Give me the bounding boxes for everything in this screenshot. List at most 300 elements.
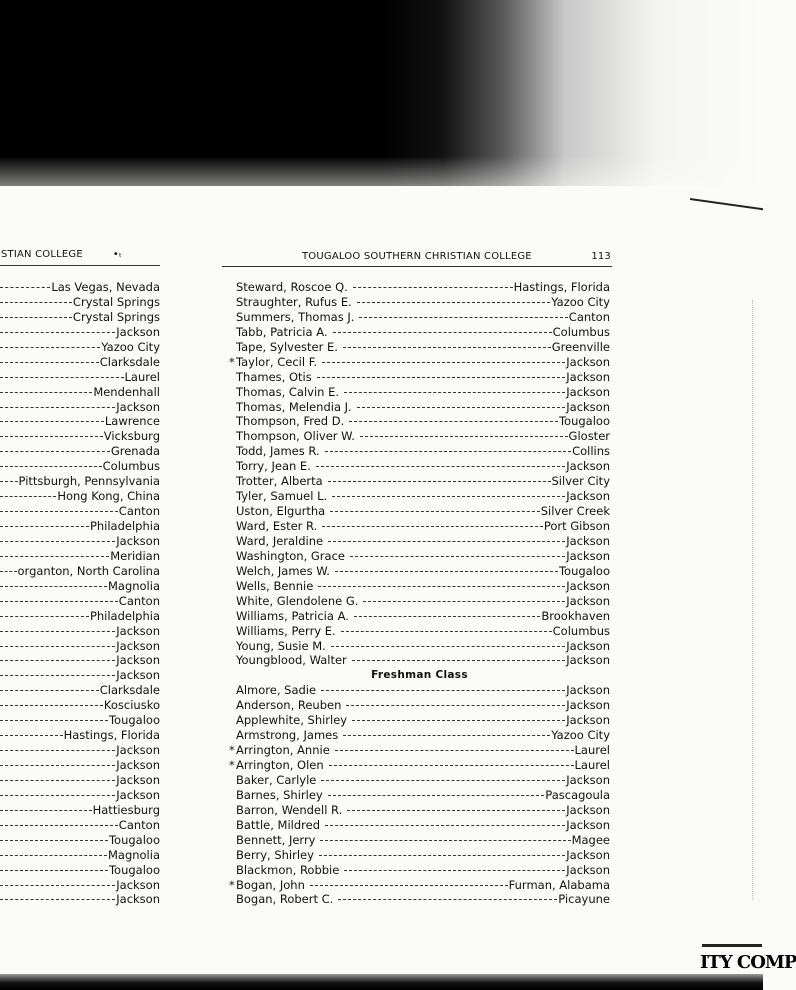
dot-leader <box>0 750 115 751</box>
hometown: Jackson <box>566 384 610 399</box>
hometown: Jackson <box>566 548 610 563</box>
dot-leader <box>322 362 565 363</box>
student-entry <box>229 459 610 474</box>
hometown: Jackson <box>566 354 610 369</box>
student-name: Applewhite, Shirley <box>236 713 348 728</box>
dot-leader <box>0 377 124 378</box>
left-list-item <box>0 624 160 639</box>
left-list-item <box>0 773 160 788</box>
left-list-item <box>0 400 160 415</box>
left-list-item <box>0 758 160 773</box>
left-list-item <box>0 310 160 325</box>
student-entry <box>229 340 610 355</box>
student-name: Trotter, Alberta <box>236 474 323 489</box>
hometown: Yazoo City <box>551 728 610 743</box>
hometown: Jackson <box>116 653 160 668</box>
student-name: Tyler, Samuel L. <box>236 489 328 504</box>
left-list-item <box>0 713 160 728</box>
hometown: Jackson <box>566 713 610 728</box>
student-entry <box>229 803 610 818</box>
left-list-item <box>0 385 160 400</box>
student-entry <box>229 280 610 295</box>
dot-leader <box>325 451 571 452</box>
left-list-item <box>0 653 160 668</box>
dot-leader <box>0 541 115 542</box>
hometown: Jackson <box>566 772 610 787</box>
dot-leader <box>363 601 565 602</box>
dot-leader <box>0 392 92 393</box>
hometown: Jackson <box>116 772 160 787</box>
student-name: Williams, Patricia A. <box>236 608 349 623</box>
hometown: Brookhaven <box>541 608 610 623</box>
hometown: organton, North Carolina <box>17 563 160 578</box>
student-entry <box>229 400 610 415</box>
student-entry <box>229 848 610 863</box>
hometown: Crystal Springs <box>72 309 160 324</box>
hometown: Jackson <box>566 802 610 817</box>
dot-leader <box>0 287 50 288</box>
dot-leader <box>0 556 109 557</box>
left-list-item <box>0 549 160 564</box>
student-name: Uston, Elgurtha <box>236 504 326 519</box>
asterisk-mark: * <box>229 877 235 892</box>
left-list-item <box>0 325 160 340</box>
dot-leader <box>0 825 118 826</box>
student-entry <box>229 444 610 459</box>
left-list-item <box>0 474 160 489</box>
hometown: Vicksburg <box>103 429 160 444</box>
dot-leader <box>0 675 115 676</box>
hometown: Columbus <box>552 623 610 638</box>
student-entry <box>229 370 610 385</box>
student-entry <box>229 624 610 639</box>
student-entry <box>229 295 610 310</box>
left-list-item <box>0 743 160 758</box>
hometown: Laurel <box>124 369 160 384</box>
dot-leader <box>332 496 565 497</box>
dot-leader <box>0 601 118 602</box>
dot-leader <box>0 496 56 497</box>
left-list-item <box>0 340 160 355</box>
student-entry <box>229 355 610 370</box>
dot-leader <box>316 466 565 467</box>
dot-leader <box>321 690 565 691</box>
hometown: Meridian <box>110 548 160 563</box>
dot-leader <box>0 735 63 736</box>
left-list-item <box>0 803 160 818</box>
hometown: Columbus <box>102 459 160 474</box>
left-list-item <box>0 414 160 429</box>
hometown: Crystal Springs <box>72 294 160 309</box>
student-name: Bennett, Jerry <box>236 832 316 847</box>
left-list-item <box>0 788 160 803</box>
left-list-item <box>0 728 160 743</box>
hometown: Mendenhall <box>93 384 160 399</box>
hometown: Hong Kong, China <box>57 489 160 504</box>
right-header-rule <box>222 266 612 267</box>
college-name: TOUGALOO SOUTHERN CHRISTIAN COLLEGE <box>302 251 532 262</box>
student-name: Ward, Jeraldine <box>236 533 324 548</box>
dot-leader <box>0 511 118 512</box>
student-entry <box>229 489 610 504</box>
dot-leader <box>0 765 115 766</box>
student-entry <box>229 534 610 549</box>
student-entry <box>229 594 610 609</box>
student-name: Barnes, Shirley <box>236 787 323 802</box>
dot-leader <box>331 646 565 647</box>
dot-leader <box>0 660 115 661</box>
hometown: Canton <box>118 593 160 608</box>
hometown: Jackson <box>566 369 610 384</box>
student-name: Barron, Wendell R. <box>236 802 343 817</box>
dot-leader <box>0 690 99 691</box>
dot-leader <box>0 899 115 900</box>
hometown: Jackson <box>116 668 160 683</box>
dot-leader <box>0 571 17 572</box>
dot-leader <box>0 347 100 348</box>
hometown: Jackson <box>566 489 610 504</box>
student-name: Arrington, Olen <box>236 758 324 772</box>
dot-leader <box>0 421 104 422</box>
dot-leader <box>317 377 566 378</box>
student-name: Battle, Mildred <box>236 817 320 832</box>
student-entry <box>229 892 610 907</box>
student-name: Youngblood, Walter <box>236 653 347 668</box>
student-entry <box>229 579 610 594</box>
left-list-item <box>0 698 160 713</box>
student-name: Blackmon, Robbie <box>236 862 340 877</box>
student-entry <box>229 474 610 489</box>
hometown: Jackson <box>566 459 610 474</box>
student-name: Taylor, Cecil F. <box>236 354 318 369</box>
dot-leader <box>0 646 115 647</box>
dot-leader <box>352 660 565 661</box>
left-list-item <box>0 280 160 295</box>
student-entry <box>229 414 610 429</box>
student-entry <box>229 863 610 878</box>
margin-speckle <box>752 300 755 900</box>
left-list-item <box>0 504 160 519</box>
hometown: Hastings, Florida <box>63 728 160 743</box>
dot-leader <box>333 332 552 333</box>
left-list-item <box>0 534 160 549</box>
hometown: Clarksdale <box>99 683 160 698</box>
hometown: Canton <box>118 504 160 519</box>
left-page-list <box>0 280 160 907</box>
student-name: Thompson, Oliver W. <box>236 429 355 444</box>
student-entry <box>229 609 610 624</box>
hometown: Columbus <box>552 324 610 339</box>
left-list-item <box>0 892 160 907</box>
dot-leader <box>0 855 107 856</box>
student-name: Bogan, Robert C. <box>236 892 334 907</box>
student-name: Tabb, Patricia A. <box>236 324 328 339</box>
left-list-item <box>0 609 160 624</box>
left-list-item <box>0 668 160 683</box>
dot-leader <box>335 571 558 572</box>
corner-fragment-text: ITY COMP <box>700 952 796 973</box>
dot-leader <box>0 705 103 706</box>
hometown: Jackson <box>566 578 610 593</box>
student-name: Anderson, Reuben <box>236 698 342 713</box>
dot-leader <box>310 885 508 886</box>
left-list-item <box>0 355 160 370</box>
hometown: Silver City <box>551 474 610 489</box>
hometown: Jackson <box>116 892 160 907</box>
hometown: Tougaloo <box>108 862 160 877</box>
left-list-item <box>0 489 160 504</box>
dot-leader <box>0 526 89 527</box>
student-name: Steward, Roscoe Q. <box>236 280 348 294</box>
dot-leader <box>353 287 513 288</box>
student-entry <box>229 549 610 564</box>
dot-leader <box>320 840 570 841</box>
left-header-rule <box>0 265 160 266</box>
dot-leader <box>357 407 566 408</box>
dot-leader <box>319 855 565 856</box>
hometown: Canton <box>568 309 610 324</box>
student-name: Berry, Shirley <box>236 847 314 862</box>
hometown: Jackson <box>116 399 160 414</box>
hometown: Jackson <box>566 593 610 608</box>
student-entry <box>229 728 610 743</box>
dot-leader <box>0 302 72 303</box>
dot-leader <box>0 616 89 617</box>
student-entry <box>229 325 610 340</box>
dot-leader <box>359 317 567 318</box>
student-name: Young, Susie M. <box>236 638 326 653</box>
dot-leader <box>321 780 565 781</box>
hometown: Kosciusko <box>103 698 160 713</box>
left-list-item <box>0 295 160 310</box>
student-name: Wells, Bennie <box>236 578 314 593</box>
hometown: Jackson <box>566 698 610 713</box>
hometown: Philadelphia <box>89 608 160 623</box>
dot-leader <box>344 870 565 871</box>
hometown: Jackson <box>116 324 160 339</box>
hometown: Tougaloo <box>108 832 160 847</box>
dot-leader <box>0 810 92 811</box>
hometown: Jackson <box>566 847 610 862</box>
hometown: Magnolia <box>107 578 160 593</box>
dot-leader <box>343 735 550 736</box>
dot-leader <box>328 795 545 796</box>
student-name: Baker, Carlyle <box>236 772 317 787</box>
student-name: Armstrong, James <box>236 728 339 743</box>
left-list-item <box>0 848 160 863</box>
student-entry <box>229 653 610 668</box>
hometown: Hattiesburg <box>92 802 160 817</box>
student-entry <box>229 564 610 579</box>
dot-leader <box>0 586 107 587</box>
left-list-item <box>0 459 160 474</box>
hometown: Pascagoula <box>545 787 610 802</box>
scan-shadow <box>0 0 763 186</box>
hometown: Port Gibson <box>543 519 610 533</box>
hometown: Tougaloo <box>108 713 160 728</box>
student-name: Arrington, Annie <box>236 743 330 758</box>
hometown: Yazoo City <box>101 339 160 354</box>
dot-leader <box>0 436 103 437</box>
hometown: Jackson <box>116 638 160 653</box>
hometown: Jackson <box>566 533 610 548</box>
student-entry <box>229 818 610 833</box>
hometown: Jackson <box>116 787 160 802</box>
student-entry <box>229 878 610 893</box>
student-name: White, Glendolene G. <box>236 593 359 608</box>
hometown: Clarksdale <box>99 354 160 369</box>
dot-leader <box>329 765 574 766</box>
hometown: Collins <box>572 444 610 459</box>
hometown: Picayune <box>558 892 610 907</box>
hometown: Yazoo City <box>551 294 610 309</box>
left-list-item <box>0 579 160 594</box>
section-heading-freshman: Freshman Class <box>371 669 468 682</box>
student-name: Ward, Ester R. <box>236 519 318 533</box>
hometown: Laurel <box>574 743 610 758</box>
hometown: Jackson <box>116 743 160 758</box>
student-entry <box>229 758 610 773</box>
student-name: Todd, James R. <box>236 444 320 459</box>
dot-leader <box>0 631 115 632</box>
asterisk-mark: * <box>229 743 235 758</box>
dot-leader <box>347 810 565 811</box>
asterisk-mark: * <box>229 758 235 772</box>
left-page-header-mark: •ₜ <box>112 249 123 260</box>
hometown: Jackson <box>566 862 610 877</box>
hometown: Las Vegas, Nevada <box>51 280 160 294</box>
hometown: Jackson <box>566 683 610 698</box>
hometown: Magnolia <box>107 847 160 862</box>
dot-leader <box>354 616 541 617</box>
dot-leader <box>357 302 550 303</box>
dot-leader <box>322 526 543 527</box>
student-name: Bogan, John <box>236 877 305 892</box>
student-entry <box>229 639 610 654</box>
dot-leader <box>318 586 565 587</box>
student-name: Washington, Grace <box>236 548 345 563</box>
dot-leader <box>0 407 115 408</box>
dot-leader <box>350 556 565 557</box>
student-name: Torry, Jean E. <box>236 459 311 474</box>
student-name: Tape, Sylvester E. <box>236 339 338 354</box>
hometown: Jackson <box>566 653 610 668</box>
student-name: Almore, Sadie <box>236 683 317 698</box>
asterisk-mark: * <box>229 354 235 369</box>
hometown: Canton <box>118 817 160 832</box>
student-roster-list <box>229 280 610 907</box>
hometown: Gloster <box>568 429 610 444</box>
dot-leader <box>0 795 115 796</box>
dot-leader <box>360 436 568 437</box>
student-entry <box>229 833 610 848</box>
left-list-item <box>0 863 160 878</box>
dot-leader <box>0 317 72 318</box>
student-name: Straughter, Rufus E. <box>236 294 352 309</box>
left-list-item <box>0 429 160 444</box>
left-list-item <box>0 683 160 698</box>
left-list-item <box>0 833 160 848</box>
dot-leader <box>0 720 108 721</box>
student-entry <box>229 429 610 444</box>
hometown: Silver Creek <box>540 504 610 519</box>
hometown: Jackson <box>116 877 160 892</box>
dot-leader <box>0 332 115 333</box>
left-list-item <box>0 564 160 579</box>
student-entry <box>229 713 610 728</box>
hometown: Pittsburgh, Pennsylvania <box>18 474 160 489</box>
dot-leader <box>0 840 108 841</box>
hometown: Greenville <box>551 339 610 354</box>
dot-leader <box>346 705 565 706</box>
student-name: Welch, James W. <box>236 563 330 578</box>
dot-leader <box>352 720 565 721</box>
dot-leader <box>343 347 551 348</box>
left-list-item <box>0 639 160 654</box>
dot-leader <box>0 466 102 467</box>
student-name: Thompson, Fred D. <box>236 414 345 429</box>
student-name: Thames, Otis <box>236 369 312 384</box>
student-entry <box>229 698 610 713</box>
dot-leader <box>325 825 565 826</box>
left-list-item <box>0 519 160 534</box>
scan-bottom-edge <box>0 974 763 990</box>
hometown: Tougaloo <box>558 563 610 578</box>
student-entry <box>229 310 610 325</box>
dot-leader <box>0 885 115 886</box>
student-name: Williams, Perry E. <box>236 623 336 638</box>
student-entry <box>229 683 610 698</box>
hometown: Philadelphia <box>89 519 160 533</box>
dot-leader <box>341 631 552 632</box>
hometown: Grenada <box>110 444 160 459</box>
student-entry <box>229 504 610 519</box>
hometown: Jackson <box>566 399 610 414</box>
student-entry <box>229 773 610 788</box>
left-list-item <box>0 594 160 609</box>
dot-leader <box>0 362 99 363</box>
student-name: Summers, Thomas J. <box>236 309 355 324</box>
hometown: Jackson <box>116 623 160 638</box>
student-name: Thomas, Calvin E. <box>236 384 340 399</box>
page-number: 113 <box>591 251 611 262</box>
dot-leader <box>0 481 18 482</box>
left-list-item <box>0 444 160 459</box>
dot-leader <box>328 541 565 542</box>
dot-leader <box>349 421 558 422</box>
hometown: Jackson <box>566 638 610 653</box>
hometown: Laurel <box>574 758 610 772</box>
hometown: Jackson <box>116 758 160 772</box>
student-entry <box>229 385 610 400</box>
dot-leader <box>328 481 551 482</box>
hometown: Tougaloo <box>558 414 610 429</box>
left-list-item <box>0 818 160 833</box>
student-entry <box>229 519 610 534</box>
student-name: Thomas, Melendia J. <box>236 399 352 414</box>
hometown: Magee <box>571 832 610 847</box>
dot-leader <box>0 451 110 452</box>
hometown: Jackson <box>566 817 610 832</box>
dot-leader <box>0 870 108 871</box>
left-page-header-text: STIAN COLLEGE <box>1 249 83 260</box>
hometown: Hastings, Florida <box>513 280 610 294</box>
dot-leader <box>344 392 565 393</box>
dot-leader <box>338 899 557 900</box>
left-page-header <box>1 249 122 260</box>
hometown: Lawrence <box>104 414 160 429</box>
left-list-item <box>0 878 160 893</box>
